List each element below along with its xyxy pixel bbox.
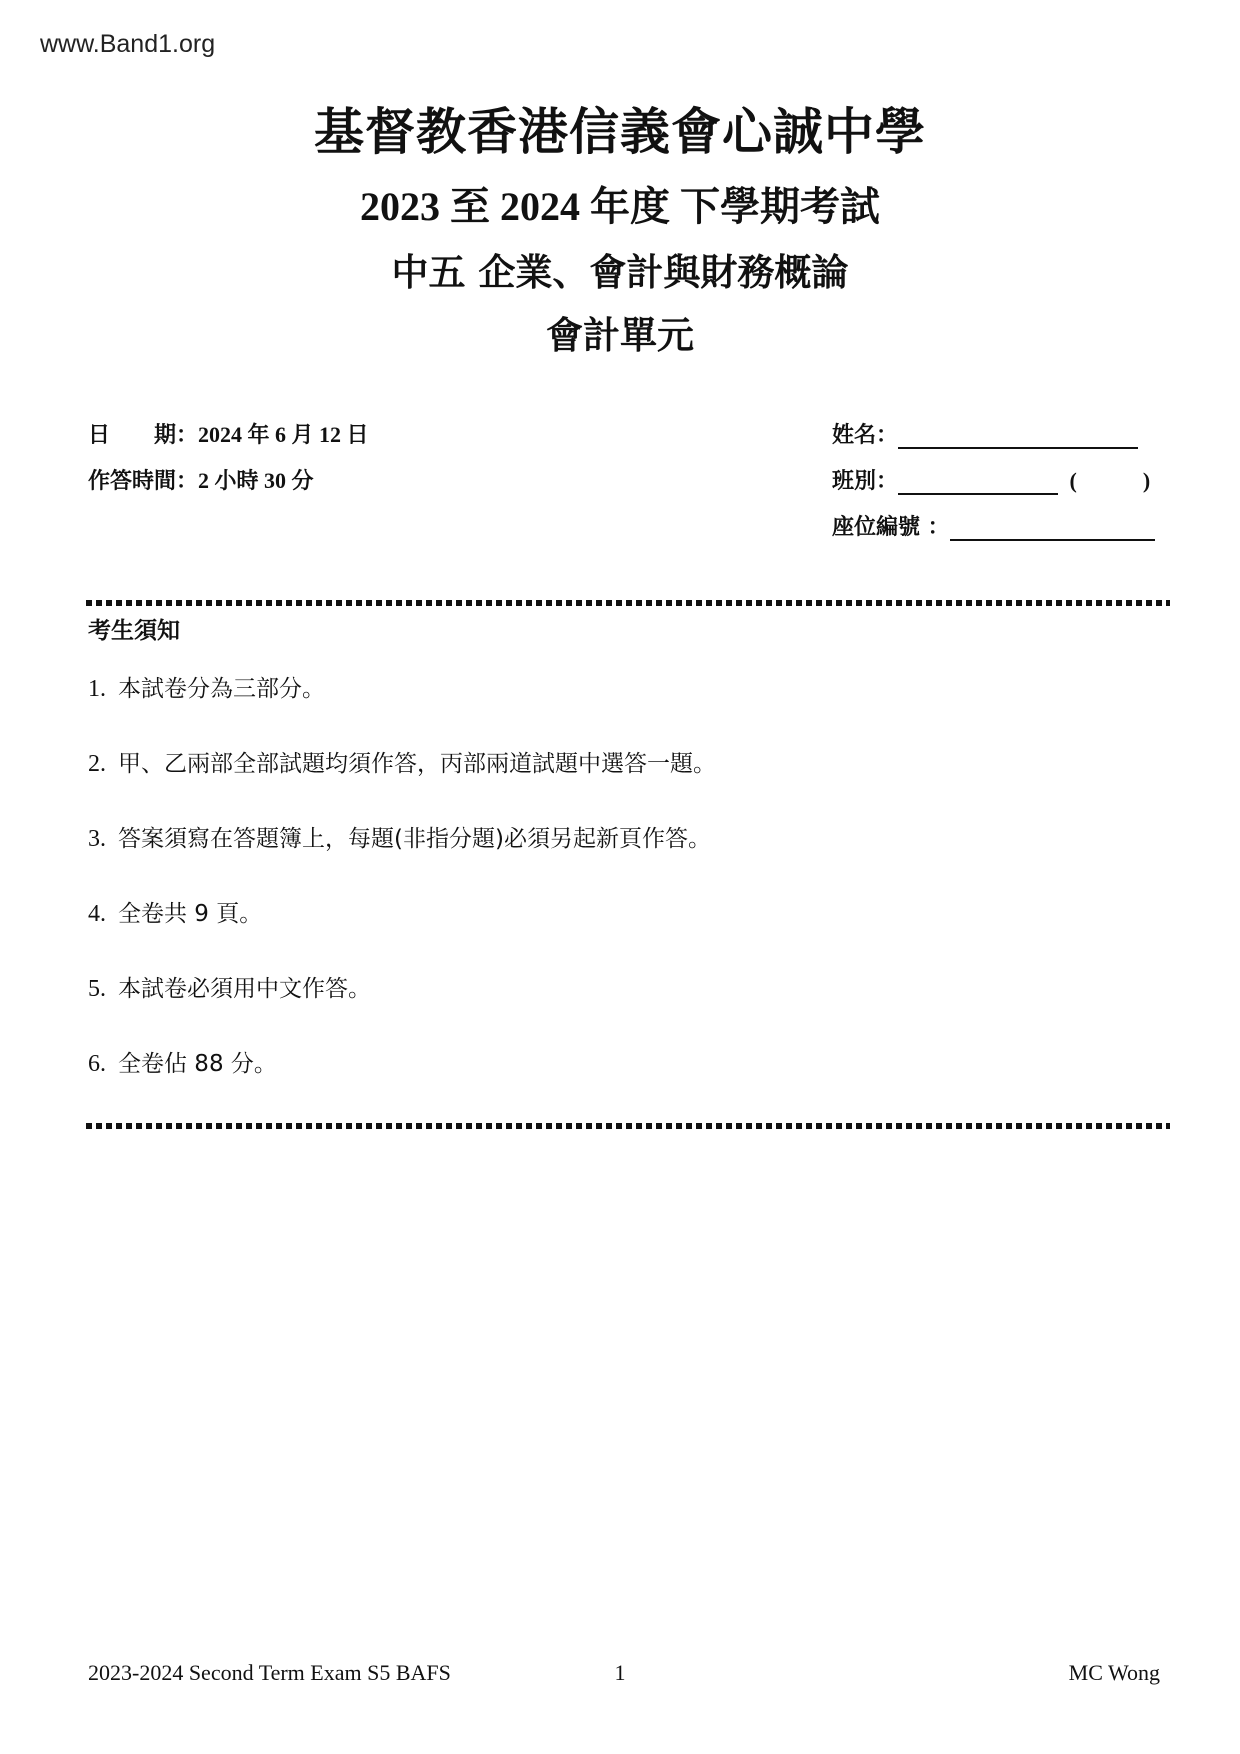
class-field[interactable] <box>898 473 1058 495</box>
class-row <box>832 464 1150 495</box>
date-value: 2024 年 6 月 12 日 <box>198 422 369 447</box>
notice-item-text: 甲、乙兩部全部試題均須作答，丙部兩道試題中選答一題。 <box>118 751 716 777</box>
notice-item-number: 5. <box>88 976 106 1002</box>
notice-item-text: 全卷共 9 頁。 <box>118 901 263 927</box>
notice-item <box>88 895 262 928</box>
seat-field[interactable] <box>950 519 1155 541</box>
notice-item-text: 全卷佔 88 分。 <box>118 1051 277 1077</box>
footer-right: MC Wong <box>1068 1660 1160 1685</box>
notice-item <box>88 1045 277 1078</box>
seat-row <box>832 510 1155 541</box>
unit-title: 會計單元 <box>546 314 694 357</box>
notice-title: 考生須知 <box>88 618 180 644</box>
date-label: 日 期： <box>88 423 199 448</box>
notice-item-text: 答案須寫在答題簿上，每題(非指分題)必須另起新頁作答。 <box>118 826 711 852</box>
class-number-paren[interactable]: ( ) <box>1069 468 1151 493</box>
subject-title: 中五 企業、會計與財務概論 <box>391 251 849 294</box>
footer-left: 2023-2024 Second Term Exam S5 BAFS <box>88 1660 451 1685</box>
notice-item-number: 3. <box>88 826 106 852</box>
notice-item <box>88 820 711 853</box>
time-row <box>88 464 314 495</box>
seat-label: 座位編號 ： <box>832 515 950 540</box>
notice-item-number: 6. <box>88 1051 106 1077</box>
name-row <box>832 418 1138 449</box>
notice-item <box>88 670 325 703</box>
name-field[interactable] <box>898 427 1138 449</box>
notice-item <box>88 745 716 778</box>
time-value: 2 小時 30 分 <box>198 468 314 493</box>
name-label: 姓名： <box>832 423 899 448</box>
notice-item <box>88 970 371 1003</box>
watermark-text: www.Band1.org <box>40 30 216 58</box>
time-label: 作答時間： <box>88 469 199 494</box>
date-row <box>88 418 369 449</box>
notice-item-text: 本試卷分為三部分。 <box>118 676 325 702</box>
school-name: 基督教香港信義會心誠中學 <box>314 103 926 161</box>
notice-item-number: 2. <box>88 751 106 777</box>
bottom-dotted-divider <box>86 1123 1170 1129</box>
class-label: 班別： <box>832 469 899 494</box>
notice-item-number: 1. <box>88 676 106 702</box>
page-number: 1 <box>614 1660 626 1685</box>
notice-item-number: 4. <box>88 901 106 927</box>
top-dotted-divider <box>86 600 1170 606</box>
exam-title: 2023 至 2024 年度 下學期考試 <box>360 184 880 229</box>
notice-item-text: 本試卷必須用中文作答。 <box>118 976 371 1002</box>
